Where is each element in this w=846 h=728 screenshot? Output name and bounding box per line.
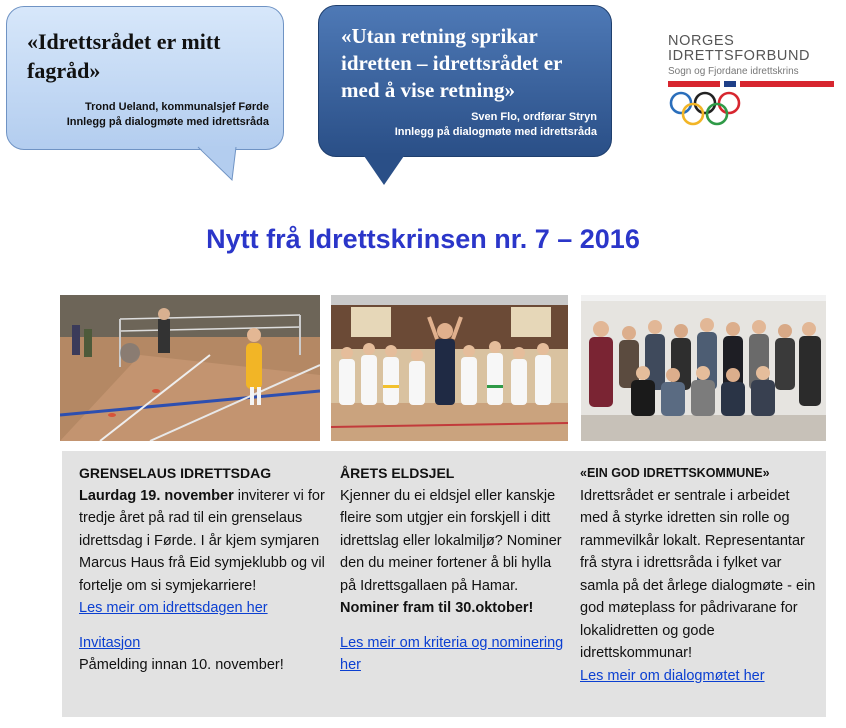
news-column-eldsjel <box>340 462 570 677</box>
quote-bubble-left <box>6 6 284 150</box>
quote-text-left: «Idrettsrådet er mitt fagråd» <box>27 29 221 83</box>
quote-author-right: Sven Flo, ordførar Stryn <box>471 111 597 123</box>
quote-author-left: Trond Ueland, kommunalsjef Førde <box>85 101 269 113</box>
news-column-idrettskommune <box>580 462 820 687</box>
logo-line-2: IDRETTSFORBUND <box>668 48 811 64</box>
newsletter-title: Nytt frå Idrettskrinsen nr. 7 – 2016 <box>206 224 640 254</box>
logo-line-3: Sogn og Fjordane idrettskrins <box>668 66 799 77</box>
column-heading: ÅRETS ELDSJEL <box>340 465 455 481</box>
flag-stripe <box>668 81 840 87</box>
column-heading: GRENSELAUS IDRETTSDAG <box>79 465 272 481</box>
photo-martial-arts <box>331 295 568 441</box>
bubble-tail-right <box>362 153 408 187</box>
column-text: Kjenner du ei eldsjel eller kanskje fleire som utgjer ein forskjell i ditt idrettslag eller lokalmiljø? Nominer den du meiner fortener å bli hylla på Idrettsgallaen på Hamar. <box>340 487 562 594</box>
news-column-sports-day <box>79 462 325 677</box>
olympic-rings-icon <box>668 89 748 129</box>
column-text: Idrettsrådet er sentrale i arbeidet med å styrke idretten sin rolle og rammevilkår lokalt. Representantar frå styra i idrettsråda i fylket var samla på det årlege dialogmøte - ein god møteplass for pådrivarane for lokalidretten og gode idrettskommunar! <box>580 487 816 661</box>
column-heading: «EIN GOD IDRETTSKOMMUNE» <box>580 466 770 480</box>
column-text: inviterer vi for tredje året på rad til ein grenselaus idrettsdag i Førde. I år kjem symjaren Marcus Haus frå Eid symjeklubb og vil fortelje om si symjekarriere! <box>79 487 325 594</box>
read-more-dialogue-link[interactable]: Les meir om dialogmøtet her <box>580 667 765 684</box>
norges-idrettsforbund-logo <box>668 34 840 134</box>
quote-attribution-left <box>19 100 269 130</box>
logo-line-1: NORGES <box>668 33 735 49</box>
column-body <box>79 485 325 598</box>
nomination-deadline: Nominer fram til 30.oktober! <box>340 600 534 616</box>
quote-text-right: «Utan retning sprikar idretten – idrettsrådet er med å vise retning» <box>341 24 563 102</box>
invitation-link[interactable]: Invitasjon <box>79 634 141 651</box>
quote-source-left: Innlegg på dialogmøte med idrettsråda <box>66 116 269 128</box>
event-date: Laurdag 19. november <box>79 487 234 504</box>
quote-attribution-right <box>337 110 597 140</box>
read-more-criteria-link[interactable]: Les meir om kriteria og nominering her <box>340 634 564 673</box>
read-more-sports-day-link[interactable]: Les meir om idrettsdagen her <box>79 600 268 616</box>
quote-source-right: Innlegg på dialogmøte med idrettsråda <box>394 126 597 138</box>
photo-sports-day <box>60 295 320 441</box>
photo-group <box>581 295 826 441</box>
registration-note: Påmelding innan 10. november! <box>79 657 284 673</box>
bubble-tail-left <box>196 146 240 182</box>
quote-bubble-right <box>318 5 612 157</box>
